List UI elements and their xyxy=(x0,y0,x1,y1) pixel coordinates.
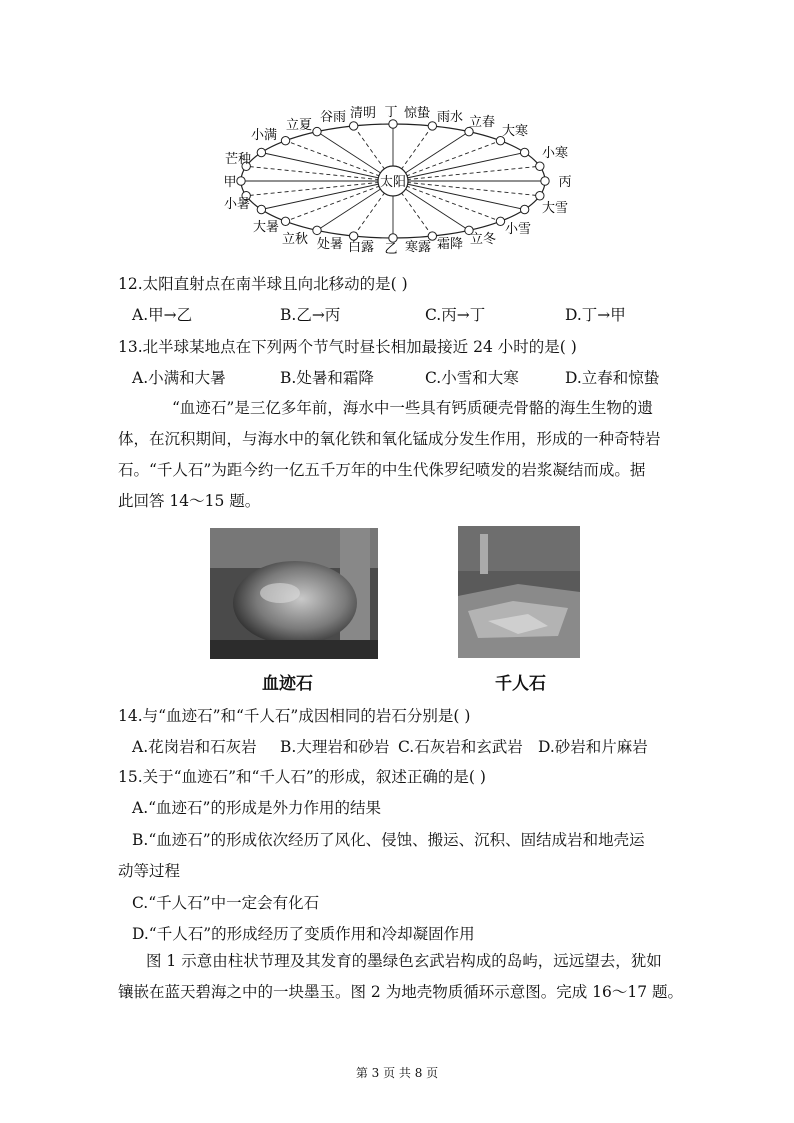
term-label: 清明 xyxy=(349,106,377,121)
q15-option-a[interactable]: A.“血迹石”的形成是外力作用的结果 xyxy=(132,799,381,817)
question-15-stem: 15.关于“血迹石”和“千人石”的形成，叙述正确的是( ) xyxy=(118,768,486,786)
orbit-node xyxy=(313,127,321,135)
q12-option-b[interactable]: B.乙→丙 xyxy=(280,306,341,324)
term-label: 小满 xyxy=(250,128,278,143)
passage-rocks xyxy=(118,393,676,517)
term-label: 芒种 xyxy=(224,152,252,167)
q14-option-a[interactable]: A.花岗岩和石灰岩 xyxy=(132,738,257,756)
orbit-spoke xyxy=(246,166,393,181)
term-label: 立夏 xyxy=(285,118,313,133)
orbit-node xyxy=(389,234,397,242)
q14-option-b[interactable]: B.大理岩和砂岩 xyxy=(280,738,390,756)
term-label: 大雪 xyxy=(541,201,569,216)
sun-label: 太阳 xyxy=(379,175,407,190)
q12-option-d[interactable]: D.丁→甲 xyxy=(565,306,626,324)
orbit-spoke xyxy=(393,181,540,196)
q15-option-d[interactable]: D.“千人石”的形成经历了变质作用和冷却凝固作用 xyxy=(132,925,475,943)
orbit-spoke xyxy=(246,181,393,196)
orbit-node xyxy=(496,217,504,225)
term-label: 雨水 xyxy=(436,110,464,125)
q14-option-d[interactable]: D.砂岩和片麻岩 xyxy=(538,738,648,756)
question-14-stem: 14.与“血迹石”和“千人石”成因相同的岩石分别是( ) xyxy=(118,707,471,725)
thousand-people-stone-photo xyxy=(458,526,580,658)
term-label: 寒露 xyxy=(404,240,432,255)
term-label: 丁 xyxy=(384,105,398,120)
term-label: 丙 xyxy=(558,175,572,190)
q13-option-d[interactable]: D.立春和惊蛰 xyxy=(565,369,660,387)
q15-option-b[interactable]: B.“血迹石”的形成依次经历了风化、侵蚀、搬运、沉积、固结成岩和地壳运 xyxy=(132,831,645,849)
orbit-node xyxy=(536,192,544,200)
passage-line: 石。“千人石”为距今约一亿五千万年的中生代侏罗纪喷发的岩浆凝结而成。据 xyxy=(118,461,646,479)
orbit-node xyxy=(257,148,265,156)
q13-option-b[interactable]: B.处暑和霜降 xyxy=(280,369,374,387)
orbit-node xyxy=(428,232,436,240)
term-label: 大暑 xyxy=(252,220,280,235)
orbit-node xyxy=(313,226,321,234)
passage-line: “血迹石”是三亿多年前，海水中一些具有钙质硬壳骨骼的海生生物的遗 xyxy=(172,399,653,417)
q12-option-c[interactable]: C.丙→丁 xyxy=(425,306,486,324)
q13-option-a[interactable]: A.小满和大暑 xyxy=(132,369,226,387)
orbit-node xyxy=(349,232,357,240)
term-label: 小暑 xyxy=(223,197,251,212)
q12-option-a[interactable]: A.甲→乙 xyxy=(132,306,193,324)
term-label: 大寒 xyxy=(501,124,529,139)
orbit-node xyxy=(541,177,549,185)
passage-basalt xyxy=(118,946,684,1008)
orbit-node xyxy=(257,205,265,213)
solar-terms-orbit-diagram xyxy=(200,95,600,260)
orbit-spoke xyxy=(393,166,540,181)
bloodstone-caption: 血迹石 xyxy=(262,674,313,694)
q15-option-b-continued: 动等过程 xyxy=(118,862,181,880)
thousand-people-stone-caption: 千人石 xyxy=(495,674,546,694)
term-label: 立春 xyxy=(468,115,496,130)
orbit-node xyxy=(237,177,245,185)
orbit-node xyxy=(428,122,436,130)
passage-line: 图 1 示意由柱状节理及其发育的墨绿色玄武岩构成的岛屿，远远望去，犹如 xyxy=(146,952,662,970)
term-label: 谷雨 xyxy=(319,110,347,125)
orbit-node xyxy=(349,122,357,130)
orbit-node xyxy=(536,162,544,170)
passage-line: 体，在沉积期间，与海水中的氧化铁和氧化锰成分发生作用，形成的一种奇特岩 xyxy=(118,430,661,448)
orbit-node xyxy=(389,120,397,128)
q13-option-c[interactable]: C.小雪和大寒 xyxy=(425,369,519,387)
orbit-node xyxy=(520,148,528,156)
passage-line: 镶嵌在蓝天碧海之中的一块墨玉。图 2 为地壳物质循环示意图。完成 16～17 题。 xyxy=(118,983,684,1001)
q14-option-c[interactable]: C.石灰岩和玄武岩 xyxy=(398,738,523,756)
term-label: 白露 xyxy=(347,240,375,255)
term-label: 甲 xyxy=(223,175,237,190)
orbit-node xyxy=(520,205,528,213)
passage-line: 此回答 14～15 题。 xyxy=(118,492,261,510)
term-label: 小寒 xyxy=(541,146,569,161)
term-label: 立冬 xyxy=(469,232,497,247)
term-label: 小雪 xyxy=(504,222,532,237)
bloodstone-photo xyxy=(210,528,378,659)
question-12-stem: 12.太阳直射点在南半球且向北移动的是( ) xyxy=(118,275,408,293)
page-footer: 第 3 页 共 8 页 xyxy=(355,1066,439,1080)
orbit-node xyxy=(281,217,289,225)
term-label: 霜降 xyxy=(436,237,464,252)
term-label: 处暑 xyxy=(316,237,344,252)
q15-option-c[interactable]: C.“千人石”中一定会有化石 xyxy=(132,894,320,912)
term-label: 惊蛰 xyxy=(403,106,431,121)
term-label: 立秋 xyxy=(281,232,309,247)
orbit-node xyxy=(281,136,289,144)
question-13-stem: 13.北半球某地点在下列两个节气时昼长相加最接近 24 小时的是( ) xyxy=(118,338,577,356)
term-label: 乙 xyxy=(384,242,398,257)
